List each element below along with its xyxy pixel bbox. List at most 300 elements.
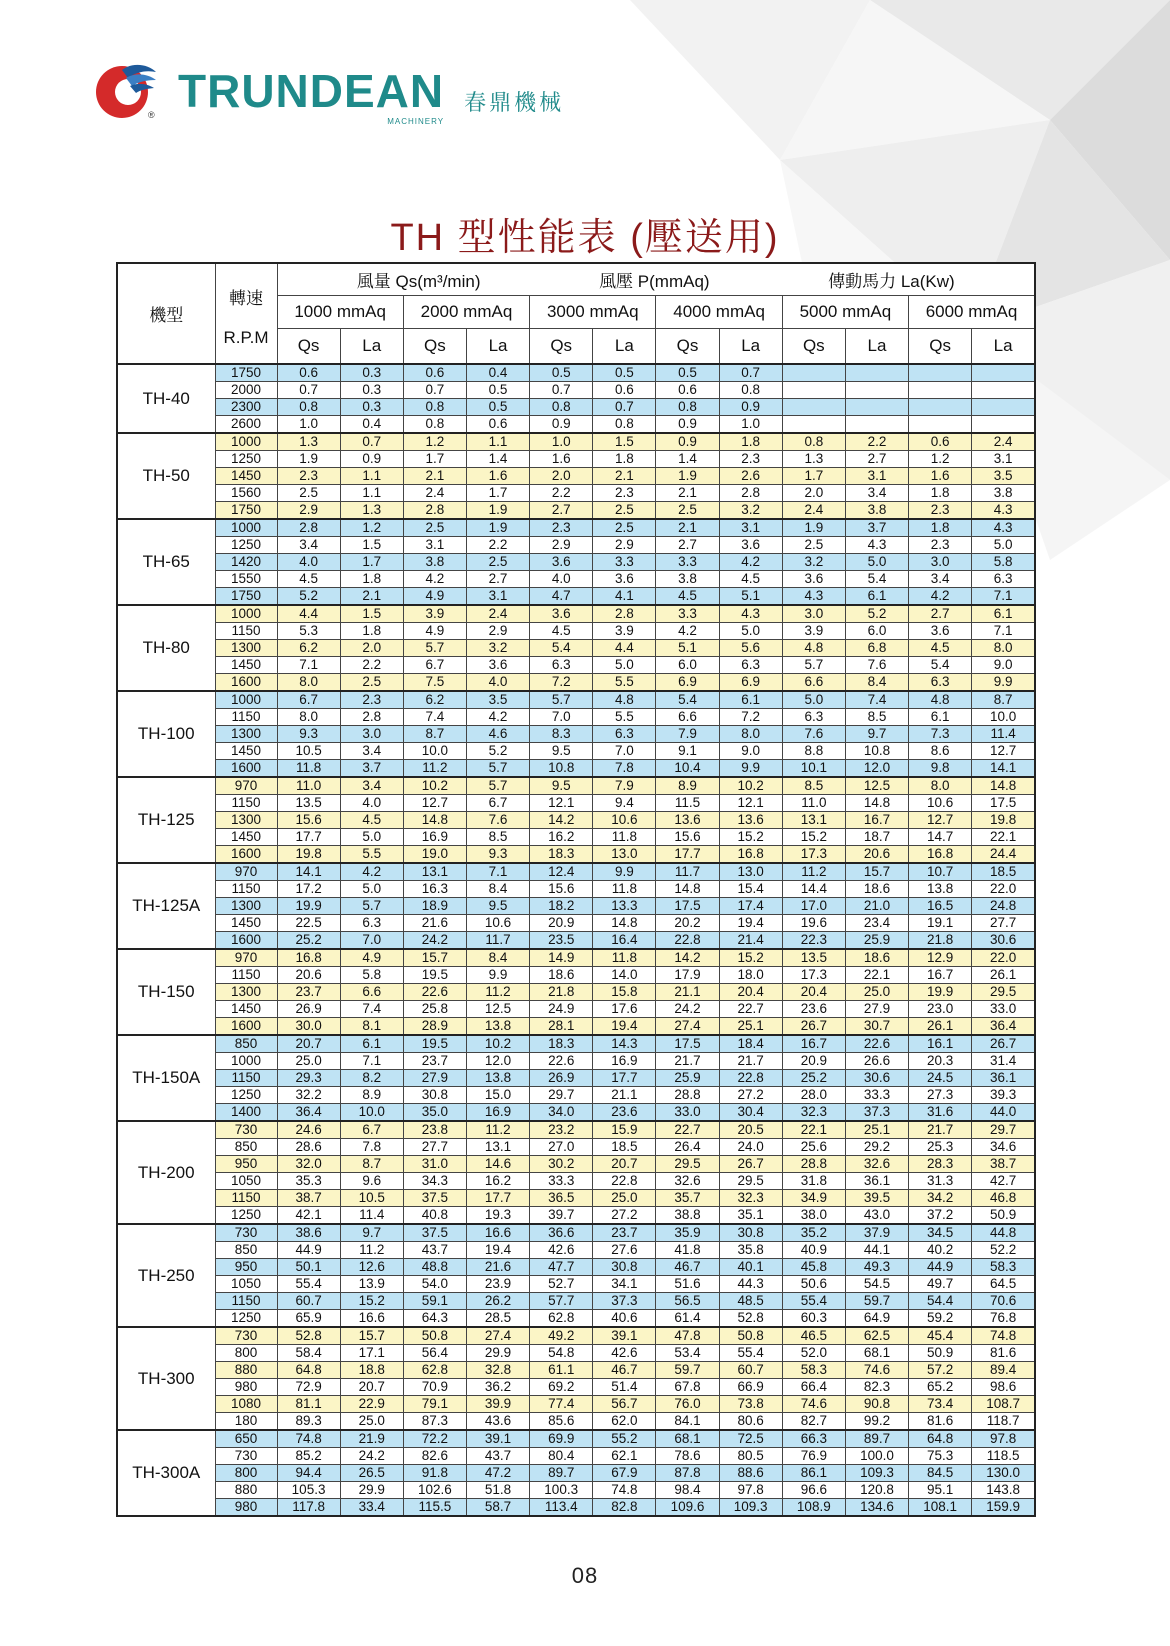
qs-cell: 9.1 <box>656 743 719 760</box>
rpm-cell: 1300 <box>215 898 277 915</box>
brand-chinese-name: 春鼎機械 <box>464 89 565 115</box>
table-row <box>117 1018 1035 1036</box>
qs-cell <box>782 382 845 399</box>
la-cell: 2.2 <box>845 433 908 451</box>
la-cell: 32.3 <box>719 1190 782 1207</box>
header-groups <box>277 263 1035 295</box>
qs-cell: 58.3 <box>782 1362 845 1379</box>
qs-cell: 23.2 <box>530 1121 593 1139</box>
table-row <box>117 777 1035 795</box>
la-cell: 30.7 <box>845 1018 908 1036</box>
la-cell: 3.2 <box>719 502 782 520</box>
qs-cell: 25.0 <box>277 1053 340 1070</box>
table-row <box>117 433 1035 451</box>
qs-cell: 23.5 <box>530 932 593 950</box>
la-cell: 26.5 <box>340 1465 403 1482</box>
table-row <box>117 1430 1035 1448</box>
la-cell: 37.3 <box>593 1293 656 1310</box>
table-row <box>117 1482 1035 1499</box>
qs-cell <box>909 364 972 382</box>
qs-cell: 4.5 <box>530 623 593 640</box>
la-cell: 0.3 <box>340 399 403 416</box>
qs-cell: 15.6 <box>530 881 593 898</box>
la-cell: 5.4 <box>845 571 908 588</box>
la-cell: 4.3 <box>972 519 1035 537</box>
qs-cell: 10.7 <box>909 863 972 881</box>
model-cell: TH-50 <box>117 433 215 519</box>
qs-cell: 13.5 <box>277 795 340 812</box>
qs-cell: 4.7 <box>530 588 593 606</box>
table-row <box>117 1327 1035 1345</box>
qs-cell: 27.4 <box>656 1018 719 1036</box>
table-row <box>117 795 1035 812</box>
qs-cell: 20.2 <box>656 915 719 932</box>
la-cell: 0.9 <box>340 451 403 468</box>
rpm-cell: 2000 <box>215 382 277 399</box>
la-cell: 55.4 <box>719 1345 782 1362</box>
la-cell: 12.5 <box>845 777 908 795</box>
qs-cell: 16.3 <box>403 881 466 898</box>
qs-cell: 32.6 <box>656 1173 719 1190</box>
qs-cell: 14.1 <box>277 863 340 881</box>
qs-cell: 4.0 <box>277 554 340 571</box>
qs-cell: 105.3 <box>277 1482 340 1499</box>
la-cell: 13.9 <box>340 1276 403 1293</box>
la-cell: 2.8 <box>593 605 656 623</box>
la-cell: 0.4 <box>340 416 403 434</box>
qs-cell: 62.8 <box>530 1310 593 1328</box>
rpm-cell: 730 <box>215 1448 277 1465</box>
la-cell: 6.1 <box>719 691 782 709</box>
la-cell: 0.5 <box>593 364 656 382</box>
qs-cell: 6.3 <box>530 657 593 674</box>
la-cell: 43.7 <box>466 1448 529 1465</box>
la-cell: 23.7 <box>593 1224 656 1242</box>
qs-cell: 47.7 <box>530 1259 593 1276</box>
qs-cell: 3.6 <box>530 554 593 571</box>
qs-cell: 8.0 <box>277 674 340 692</box>
rpm-cell: 1600 <box>215 1018 277 1036</box>
la-cell: 34.1 <box>593 1276 656 1293</box>
la-cell: 29.5 <box>972 984 1035 1001</box>
qs-cell: 100.3 <box>530 1482 593 1499</box>
la-cell: 22.1 <box>845 967 908 984</box>
qs-cell: 31.6 <box>909 1104 972 1122</box>
qs-cell: 54.8 <box>530 1345 593 1362</box>
qs-cell: 22.1 <box>782 1121 845 1139</box>
model-cell: TH-150 <box>117 949 215 1035</box>
qs-cell: 10.2 <box>403 777 466 795</box>
rpm-cell: 730 <box>215 1327 277 1345</box>
qs-cell: 26.4 <box>656 1139 719 1156</box>
rpm-cell: 1450 <box>215 743 277 760</box>
la-cell: 11.8 <box>593 949 656 967</box>
la-cell: 40.1 <box>719 1259 782 1276</box>
qs-cell: 3.8 <box>656 571 719 588</box>
la-cell: 76.8 <box>972 1310 1035 1328</box>
la-cell: 1.7 <box>466 485 529 502</box>
qs-cell: 22.6 <box>530 1053 593 1070</box>
qs-cell: 108.1 <box>909 1499 972 1517</box>
la-cell: 13.8 <box>466 1070 529 1087</box>
table-row <box>117 709 1035 726</box>
qs-cell: 34.0 <box>530 1104 593 1122</box>
la-cell: 6.7 <box>340 1121 403 1139</box>
la-cell: 5.0 <box>593 657 656 674</box>
qs-cell: 7.9 <box>656 726 719 743</box>
la-cell: 3.5 <box>972 468 1035 485</box>
la-cell: 80.5 <box>719 1448 782 1465</box>
qs-cell: 28.8 <box>782 1156 845 1173</box>
qs-cell: 1.8 <box>909 485 972 502</box>
la-cell: 1.8 <box>340 623 403 640</box>
la-cell: 6.9 <box>719 674 782 692</box>
qs-cell: 2.0 <box>782 485 845 502</box>
rpm-cell: 1150 <box>215 1293 277 1310</box>
la-cell: 0.3 <box>340 382 403 399</box>
qs-cell: 7.4 <box>403 709 466 726</box>
rpm-cell: 850 <box>215 1242 277 1259</box>
la-cell: 51.8 <box>466 1482 529 1499</box>
qs-cell: 14.8 <box>656 881 719 898</box>
qs-cell: 29.3 <box>277 1070 340 1087</box>
la-cell: 31.4 <box>972 1053 1035 1070</box>
la-cell: 39.1 <box>466 1430 529 1448</box>
qs-cell: 2.3 <box>909 537 972 554</box>
qs-cell: 3.9 <box>403 605 466 623</box>
qs-cell: 4.2 <box>403 571 466 588</box>
qs-cell: 2.4 <box>403 485 466 502</box>
la-cell: 5.1 <box>719 588 782 606</box>
la-cell: 0.7 <box>719 364 782 382</box>
qs-cell: 2.0 <box>530 468 593 485</box>
qs-cell: 80.4 <box>530 1448 593 1465</box>
qs-cell: 26.9 <box>530 1070 593 1087</box>
qs-cell: 3.1 <box>403 537 466 554</box>
rpm-cell: 1150 <box>215 623 277 640</box>
la-cell: 89.7 <box>845 1430 908 1448</box>
qs-cell: 14.2 <box>530 812 593 829</box>
la-cell: 2.0 <box>340 640 403 657</box>
table-row <box>117 1207 1035 1225</box>
qs-cell: 75.3 <box>909 1448 972 1465</box>
la-cell: 4.3 <box>719 605 782 623</box>
rpm-cell: 1050 <box>215 1173 277 1190</box>
qs-cell: 20.3 <box>909 1053 972 1070</box>
qs-cell: 9.5 <box>530 777 593 795</box>
qs-cell: 34.5 <box>909 1224 972 1242</box>
la-cell: 0.6 <box>466 416 529 434</box>
la-cell: 13.6 <box>719 812 782 829</box>
qs-cell: 73.4 <box>909 1396 972 1413</box>
qs-cell: 5.4 <box>909 657 972 674</box>
la-cell: 4.0 <box>340 795 403 812</box>
la-cell: 14.6 <box>466 1156 529 1173</box>
la-cell: 25.9 <box>845 932 908 950</box>
qs-cell: 5.7 <box>782 657 845 674</box>
rpm-cell: 1150 <box>215 1190 277 1207</box>
la-cell: 4.5 <box>719 571 782 588</box>
qs-cell: 81.1 <box>277 1396 340 1413</box>
qs-cell: 89.7 <box>530 1465 593 1482</box>
qs-cell: 52.7 <box>530 1276 593 1293</box>
la-cell: 1.3 <box>340 502 403 520</box>
table-row <box>117 416 1035 434</box>
la-cell: 29.5 <box>719 1173 782 1190</box>
la-cell: 3.2 <box>466 640 529 657</box>
rpm-cell: 1560 <box>215 485 277 502</box>
qs-cell: 37.5 <box>403 1224 466 1242</box>
qs-cell: 2.9 <box>277 502 340 520</box>
la-cell: 0.5 <box>466 399 529 416</box>
la-cell: 46.8 <box>972 1190 1035 1207</box>
qs-cell: 8.0 <box>277 709 340 726</box>
la-cell: 13.1 <box>466 1139 529 1156</box>
la-cell: 35.8 <box>719 1242 782 1259</box>
table-row <box>117 743 1035 760</box>
la-cell: 40.6 <box>593 1310 656 1328</box>
qs-cell: 35.2 <box>782 1224 845 1242</box>
la-cell: 1.9 <box>466 502 529 520</box>
la-cell: 24.8 <box>972 898 1035 915</box>
header-qs: Qs <box>530 328 593 364</box>
qs-cell: 1.3 <box>277 433 340 451</box>
rpm-cell: 1150 <box>215 795 277 812</box>
header-pressure-col: 3000 mmAq <box>530 295 656 328</box>
la-cell: 2.1 <box>340 588 403 606</box>
qs-cell: 49.7 <box>909 1276 972 1293</box>
rpm-cell: 800 <box>215 1465 277 1482</box>
la-cell: 0.6 <box>593 382 656 399</box>
model-cell: TH-65 <box>117 519 215 605</box>
qs-cell: 28.3 <box>909 1156 972 1173</box>
qs-cell: 84.1 <box>656 1413 719 1431</box>
qs-cell: 4.9 <box>403 588 466 606</box>
la-cell: 32.6 <box>845 1156 908 1173</box>
qs-cell: 59.2 <box>909 1310 972 1328</box>
la-cell: 1.5 <box>593 433 656 451</box>
qs-cell: 15.6 <box>277 812 340 829</box>
qs-cell: 57.7 <box>530 1293 593 1310</box>
qs-cell: 47.8 <box>656 1327 719 1345</box>
table-row <box>117 468 1035 485</box>
la-cell: 39.9 <box>466 1396 529 1413</box>
table-row <box>117 1379 1035 1396</box>
header-qs: Qs <box>277 328 340 364</box>
la-cell: 47.2 <box>466 1465 529 1482</box>
qs-cell: 25.9 <box>656 1070 719 1087</box>
qs-cell: 5.7 <box>530 691 593 709</box>
qs-cell: 113.4 <box>530 1499 593 1517</box>
table-row <box>117 846 1035 864</box>
la-cell: 8.0 <box>719 726 782 743</box>
qs-cell: 2.1 <box>656 485 719 502</box>
la-cell: 12.1 <box>719 795 782 812</box>
la-cell: 27.2 <box>593 1207 656 1225</box>
qs-cell: 55.4 <box>782 1293 845 1310</box>
la-cell: 22.1 <box>972 829 1035 846</box>
la-cell: 4.8 <box>593 691 656 709</box>
table-row <box>117 1242 1035 1259</box>
qs-cell: 23.8 <box>403 1121 466 1139</box>
qs-cell: 28.1 <box>530 1018 593 1036</box>
qs-cell: 13.1 <box>782 812 845 829</box>
la-cell: 2.5 <box>593 502 656 520</box>
la-cell: 82.3 <box>845 1379 908 1396</box>
qs-cell: 2.1 <box>403 468 466 485</box>
la-cell: 67.9 <box>593 1465 656 1482</box>
qs-cell: 20.9 <box>782 1053 845 1070</box>
la-cell: 25.1 <box>845 1121 908 1139</box>
la-cell: 81.6 <box>972 1345 1035 1362</box>
la-cell: 26.1 <box>972 967 1035 984</box>
la-cell: 26.7 <box>972 1035 1035 1053</box>
qs-cell: 77.4 <box>530 1396 593 1413</box>
table-row <box>117 537 1035 554</box>
la-cell: 30.8 <box>593 1259 656 1276</box>
qs-cell: 31.0 <box>403 1156 466 1173</box>
qs-cell: 11.5 <box>656 795 719 812</box>
la-cell: 5.0 <box>845 554 908 571</box>
qs-cell: 70.9 <box>403 1379 466 1396</box>
la-cell: 21.7 <box>719 1053 782 1070</box>
la-cell: 62.0 <box>593 1413 656 1431</box>
qs-cell: 109.6 <box>656 1499 719 1517</box>
qs-cell: 17.3 <box>782 846 845 864</box>
qs-cell: 0.8 <box>403 416 466 434</box>
la-cell: 30.6 <box>972 932 1035 950</box>
la-cell: 2.7 <box>466 571 529 588</box>
qs-cell: 1.7 <box>403 451 466 468</box>
table-row <box>117 1259 1035 1276</box>
qs-cell: 15.2 <box>782 829 845 846</box>
la-cell: 2.5 <box>340 674 403 692</box>
la-cell: 19.4 <box>466 1242 529 1259</box>
la-cell <box>972 399 1035 416</box>
la-cell: 3.4 <box>845 485 908 502</box>
qs-cell: 2.4 <box>782 502 845 520</box>
la-cell: 6.7 <box>466 795 529 812</box>
table-row <box>117 1499 1035 1517</box>
header-la: La <box>593 328 656 364</box>
qs-cell: 24.5 <box>909 1070 972 1087</box>
qs-cell: 14.9 <box>530 949 593 967</box>
la-cell: 3.1 <box>972 451 1035 468</box>
qs-cell: 38.0 <box>782 1207 845 1225</box>
qs-cell: 2.3 <box>530 519 593 537</box>
rpm-cell: 180 <box>215 1413 277 1431</box>
la-cell: 22.6 <box>845 1035 908 1053</box>
qs-cell: 6.6 <box>782 674 845 692</box>
la-cell: 30.6 <box>845 1070 908 1087</box>
la-cell: 6.3 <box>972 571 1035 588</box>
qs-cell: 20.7 <box>277 1035 340 1053</box>
model-cell: TH-300 <box>117 1327 215 1430</box>
la-cell: 62.5 <box>845 1327 908 1345</box>
la-cell: 89.4 <box>972 1362 1035 1379</box>
la-cell: 21.0 <box>845 898 908 915</box>
la-cell: 50.9 <box>972 1207 1035 1225</box>
qs-cell: 11.8 <box>277 760 340 778</box>
la-cell: 1.2 <box>340 519 403 537</box>
qs-cell: 4.5 <box>656 588 719 606</box>
table-row <box>117 1276 1035 1293</box>
la-cell: 43.0 <box>845 1207 908 1225</box>
la-cell: 13.0 <box>719 863 782 881</box>
qs-cell: 28.9 <box>403 1018 466 1036</box>
qs-cell: 85.2 <box>277 1448 340 1465</box>
la-cell: 7.8 <box>340 1139 403 1156</box>
qs-cell: 1.0 <box>277 416 340 434</box>
la-cell: 21.4 <box>719 932 782 950</box>
qs-cell: 3.2 <box>782 554 845 571</box>
la-cell: 3.4 <box>340 743 403 760</box>
rpm-cell: 1000 <box>215 519 277 537</box>
la-cell: 2.2 <box>340 657 403 674</box>
qs-cell: 12.1 <box>530 795 593 812</box>
rpm-cell: 980 <box>215 1499 277 1517</box>
qs-cell: 1.6 <box>530 451 593 468</box>
la-cell: 23.9 <box>466 1276 529 1293</box>
la-cell: 29.9 <box>466 1345 529 1362</box>
table-row <box>117 1139 1035 1156</box>
la-cell: 29.2 <box>845 1139 908 1156</box>
la-cell: 15.2 <box>340 1293 403 1310</box>
la-cell: 5.5 <box>340 846 403 864</box>
rpm-cell: 880 <box>215 1362 277 1379</box>
la-cell: 11.7 <box>466 932 529 950</box>
la-cell: 5.7 <box>466 777 529 795</box>
la-cell: 5.8 <box>972 554 1035 571</box>
la-cell: 0.4 <box>466 364 529 382</box>
qs-cell: 12.9 <box>909 949 972 967</box>
la-cell: 12.7 <box>972 743 1035 760</box>
la-cell: 18.8 <box>340 1362 403 1379</box>
qs-cell: 1.9 <box>656 468 719 485</box>
la-cell: 20.6 <box>845 846 908 864</box>
registered-mark: ® <box>148 110 155 120</box>
qs-cell: 9.5 <box>530 743 593 760</box>
qs-cell: 21.8 <box>530 984 593 1001</box>
qs-cell: 48.8 <box>403 1259 466 1276</box>
la-cell: 14.8 <box>972 777 1035 795</box>
table-row <box>117 898 1035 915</box>
table-row <box>117 1087 1035 1104</box>
la-cell: 15.2 <box>719 949 782 967</box>
la-cell: 20.5 <box>719 1121 782 1139</box>
la-cell <box>972 382 1035 399</box>
la-cell: 16.7 <box>845 812 908 829</box>
qs-cell: 26.7 <box>782 1018 845 1036</box>
la-cell: 16.6 <box>466 1224 529 1242</box>
qs-cell: 67.8 <box>656 1379 719 1396</box>
model-cell: TH-300A <box>117 1430 215 1516</box>
qs-cell: 19.1 <box>909 915 972 932</box>
la-cell: 17.7 <box>466 1190 529 1207</box>
la-cell: 39.1 <box>593 1327 656 1345</box>
la-cell: 33.0 <box>972 1001 1035 1018</box>
header-pressure-col: 1000 mmAq <box>277 295 403 328</box>
rpm-cell: 970 <box>215 777 277 795</box>
qs-cell: 3.6 <box>530 605 593 623</box>
la-cell: 30.4 <box>719 1104 782 1122</box>
qs-cell: 6.7 <box>277 691 340 709</box>
qs-cell: 6.3 <box>909 674 972 692</box>
qs-cell: 38.8 <box>656 1207 719 1225</box>
qs-cell: 65.2 <box>909 1379 972 1396</box>
qs-cell: 0.5 <box>530 364 593 382</box>
qs-cell: 61.1 <box>530 1362 593 1379</box>
